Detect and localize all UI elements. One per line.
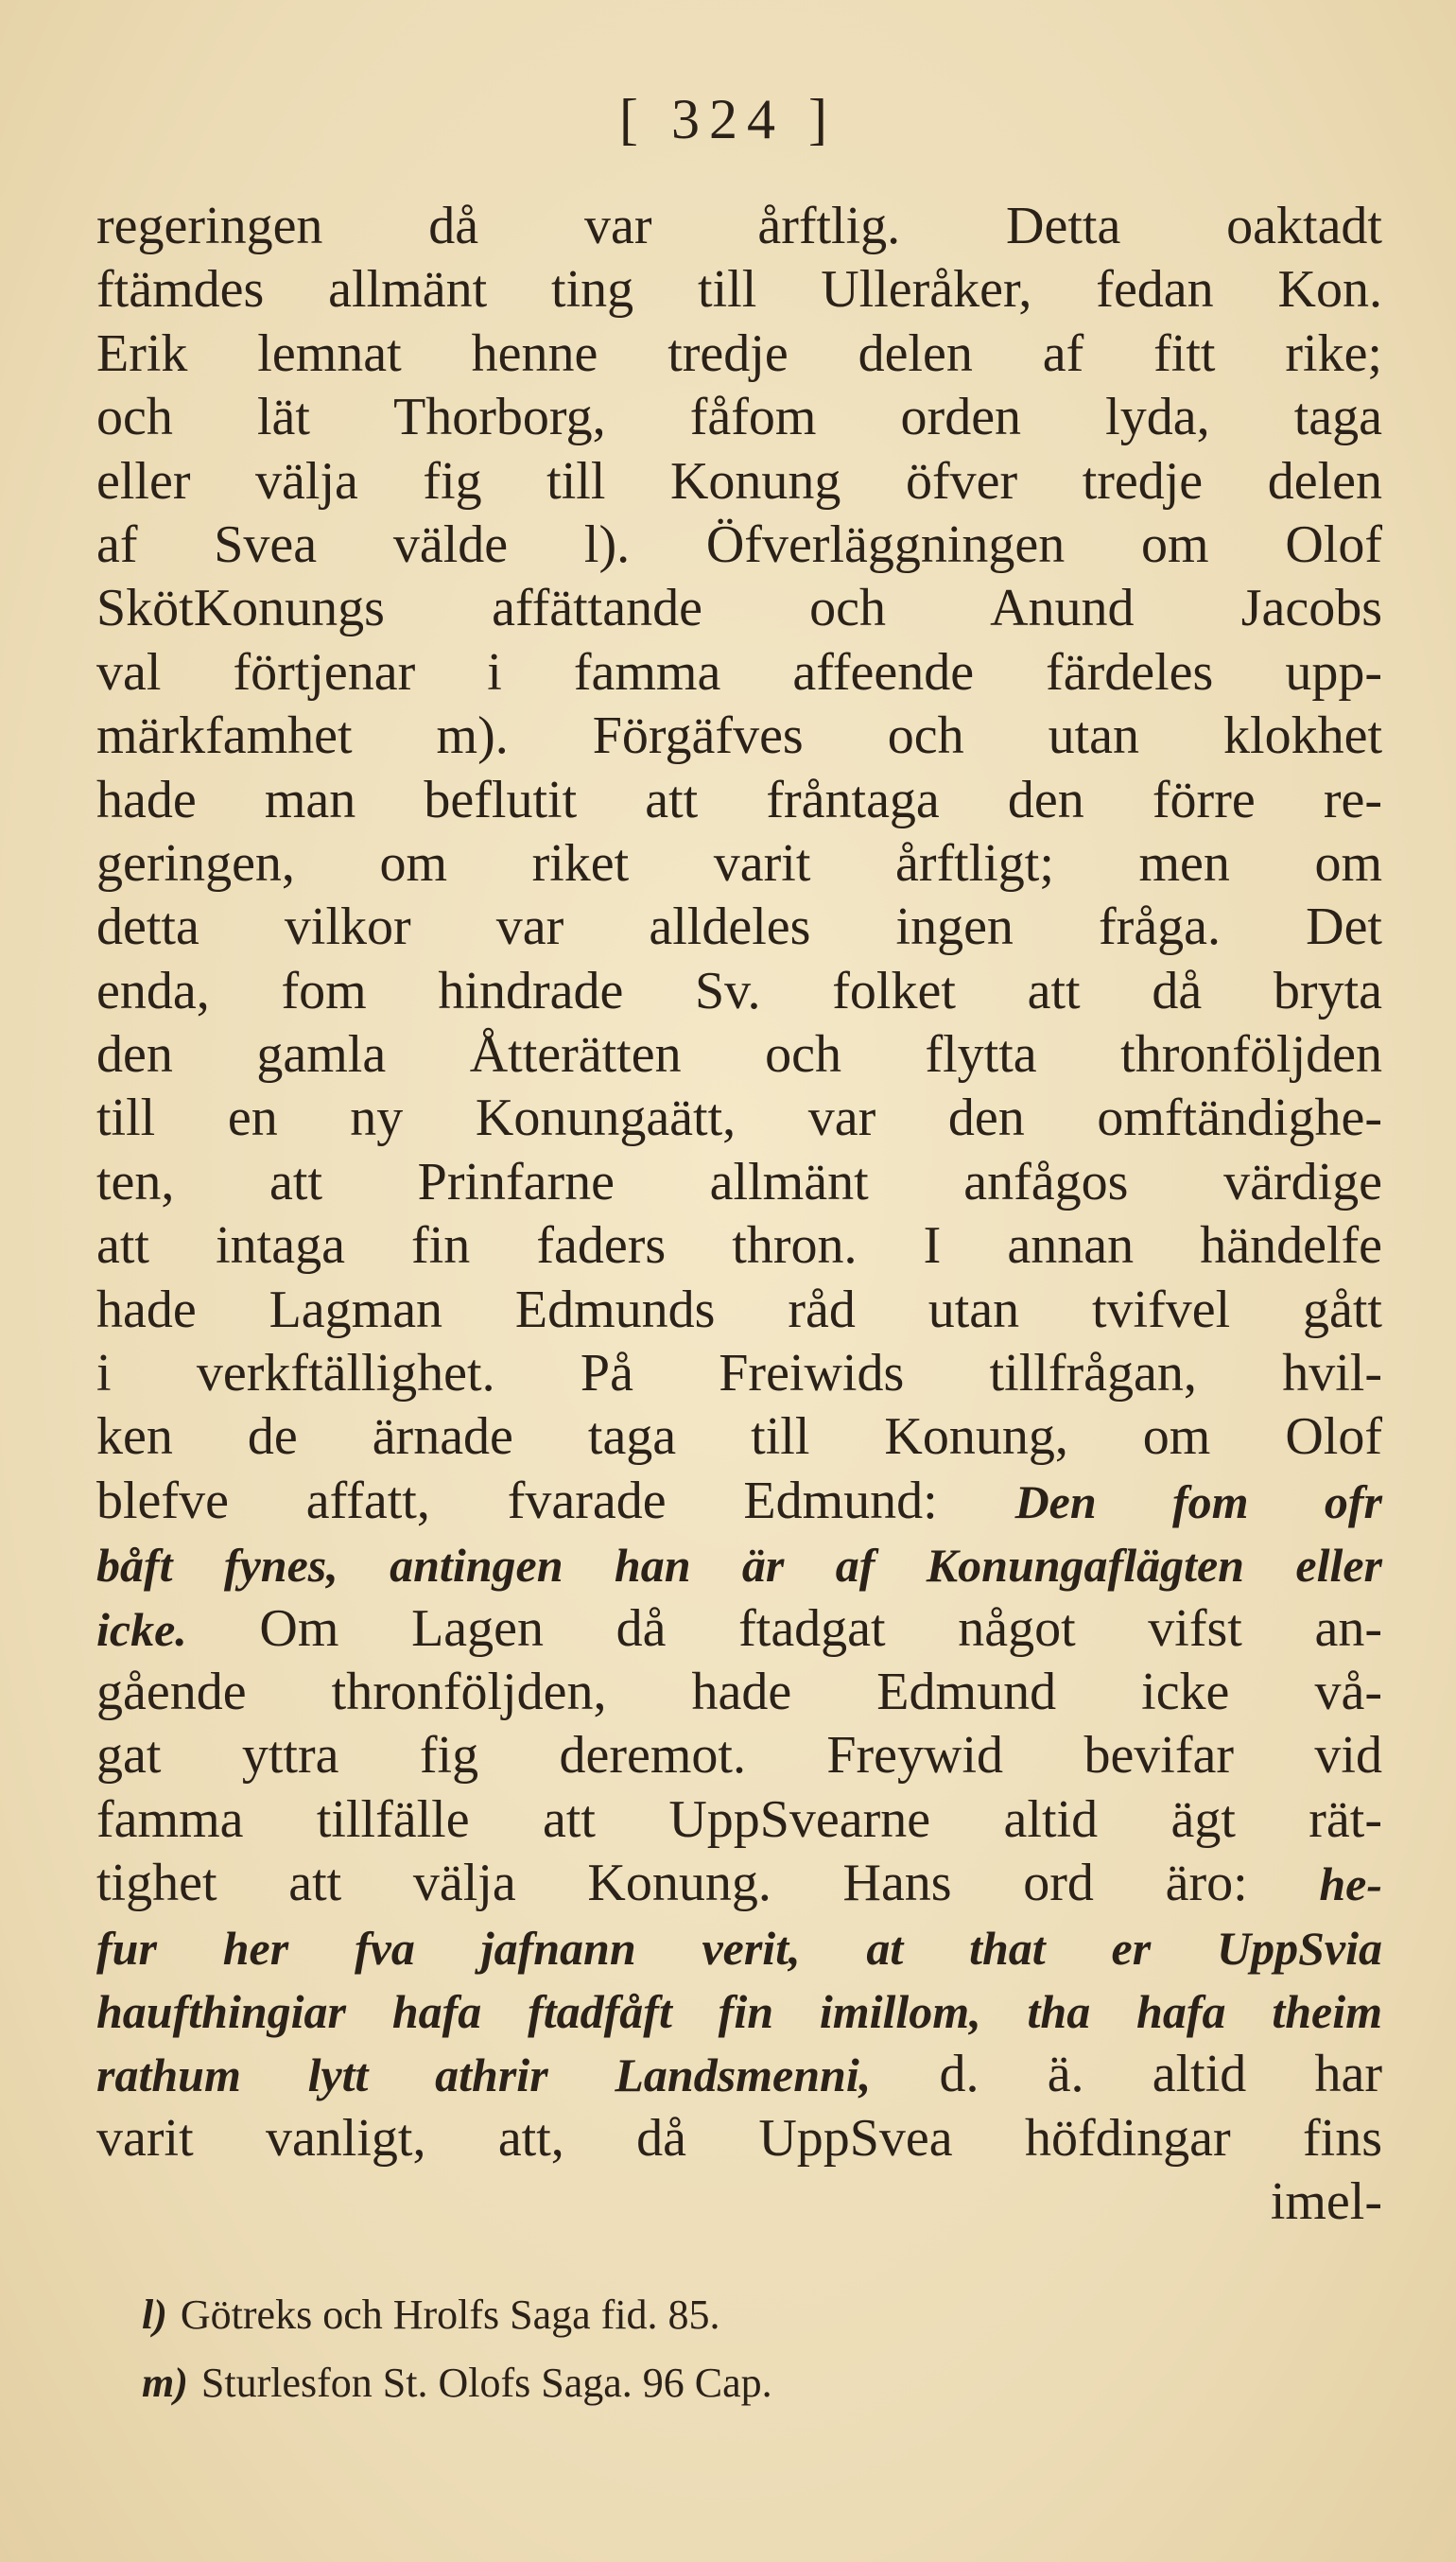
text-line: famma tillfälle att UppSvearne altid ägt rät-: [96, 1789, 1382, 1849]
text-line: den gamla Åtterätten och flytta thronföljden: [96, 1025, 1382, 1085]
text-line: [96, 2043, 1382, 2106]
text-line: [96, 1597, 1382, 1661]
text-line: märkfamhet m). Förgäfves och utan klokhet: [96, 706, 1382, 766]
italic-quote: Den fom ofr: [1014, 1474, 1383, 1528]
text-line: i verkftällighet. På Freiwids tillfrågan, hvil-: [96, 1344, 1382, 1403]
text-line: att intaga fin faders thron. I annan händelfe: [96, 1216, 1382, 1276]
text-line: och lät Thorborg, fåfom orden lyda, taga: [96, 388, 1382, 447]
body-text: [96, 195, 1382, 2235]
text-line: eller välja fig till Konung öfver tredje delen: [96, 451, 1382, 511]
text-line: [96, 1852, 1382, 1915]
footnotes: [142, 2281, 1276, 2417]
footnote-text: Sturlesfon St. Olofs Saga. 96 Cap.: [200, 2360, 772, 2406]
text-segment: blefve affatt, fvarade Edmund:: [96, 1471, 938, 1530]
text-line: SkötKonungs affättande och Anund Jacobs: [96, 579, 1382, 638]
text-segment: d. ä. altid har: [939, 2045, 1383, 2104]
text-line: gat yttra fig deremot. Freywid bevifar vid: [96, 1726, 1382, 1786]
text-line: till en ny Konungaätt, var den omftändighe-: [96, 1089, 1382, 1148]
catchword: imel-: [1270, 2172, 1382, 2232]
footnote: [142, 2281, 1276, 2349]
footnote-text: Götreks och Hrolfs Saga fid. 85.: [180, 2292, 720, 2338]
text-line: [96, 1979, 1382, 2043]
text-line: varit vanligt, att, då UppSvea höfdingar fins: [96, 2108, 1382, 2168]
text-line: enda, fom hindrade Sv. folket att då bryta: [96, 961, 1382, 1020]
text-line: [96, 1470, 1382, 1533]
text-line: Erik lemnat henne tredje delen af fitt rike;: [96, 323, 1382, 383]
italic-quote: icke.: [96, 1602, 187, 1656]
footnote-mark: m): [142, 2360, 188, 2406]
text-segment: Om Lagen då ftadgat något vifst an-: [259, 1598, 1382, 1658]
text-line: ftämdes allmänt ting till Ulleråker, fedan Kon.: [96, 260, 1382, 320]
italic-quote: fur her fva jafnann verit, at that er UppSvia: [96, 1921, 1382, 1975]
italic-quote: båft fynes, antingen han är af Konungaflägten eller: [96, 1539, 1382, 1593]
text-line: ken de ärnade taga till Konung, om Olof: [96, 1407, 1382, 1467]
italic-quote: he-: [1319, 1857, 1383, 1911]
italic-quote: haufthingiar hafa ftadfåft fin imillom, tha hafa theim: [96, 1984, 1382, 2038]
page-number: [ 324 ]: [619, 88, 837, 150]
text-line: hade man beflutit att fråntaga den förre re-: [96, 770, 1382, 829]
footnote: [142, 2349, 1276, 2417]
text-line: geringen, om riket varit årftligt; men om: [96, 833, 1382, 893]
text-segment: tighet att välja Konung. Hans ord äro:: [96, 1854, 1248, 1913]
footnote-mark: l): [142, 2292, 167, 2338]
text-line: regeringen då var årftlig. Detta oaktadt: [96, 197, 1382, 255]
text-line: gående thronföljden, hade Edmund icke vå-: [96, 1662, 1382, 1721]
text-line: detta vilkor var alldeles ingen fråga. Det: [96, 898, 1382, 957]
text-line: ten, att Prinfarne allmänt anfågos värdige: [96, 1152, 1382, 1211]
text-line: [96, 1533, 1382, 1596]
text-line: [96, 1916, 1382, 1979]
text-line: hade Lagman Edmunds råd utan tvifvel gått: [96, 1280, 1382, 1339]
text-line: val förtjenar i famma affeende färdeles upp-: [96, 642, 1382, 702]
text-line: af Svea välde l). Öfverläggningen om Olof: [96, 514, 1382, 574]
italic-quote: rathum lytt athrir Landsmenni,: [96, 2048, 872, 2102]
